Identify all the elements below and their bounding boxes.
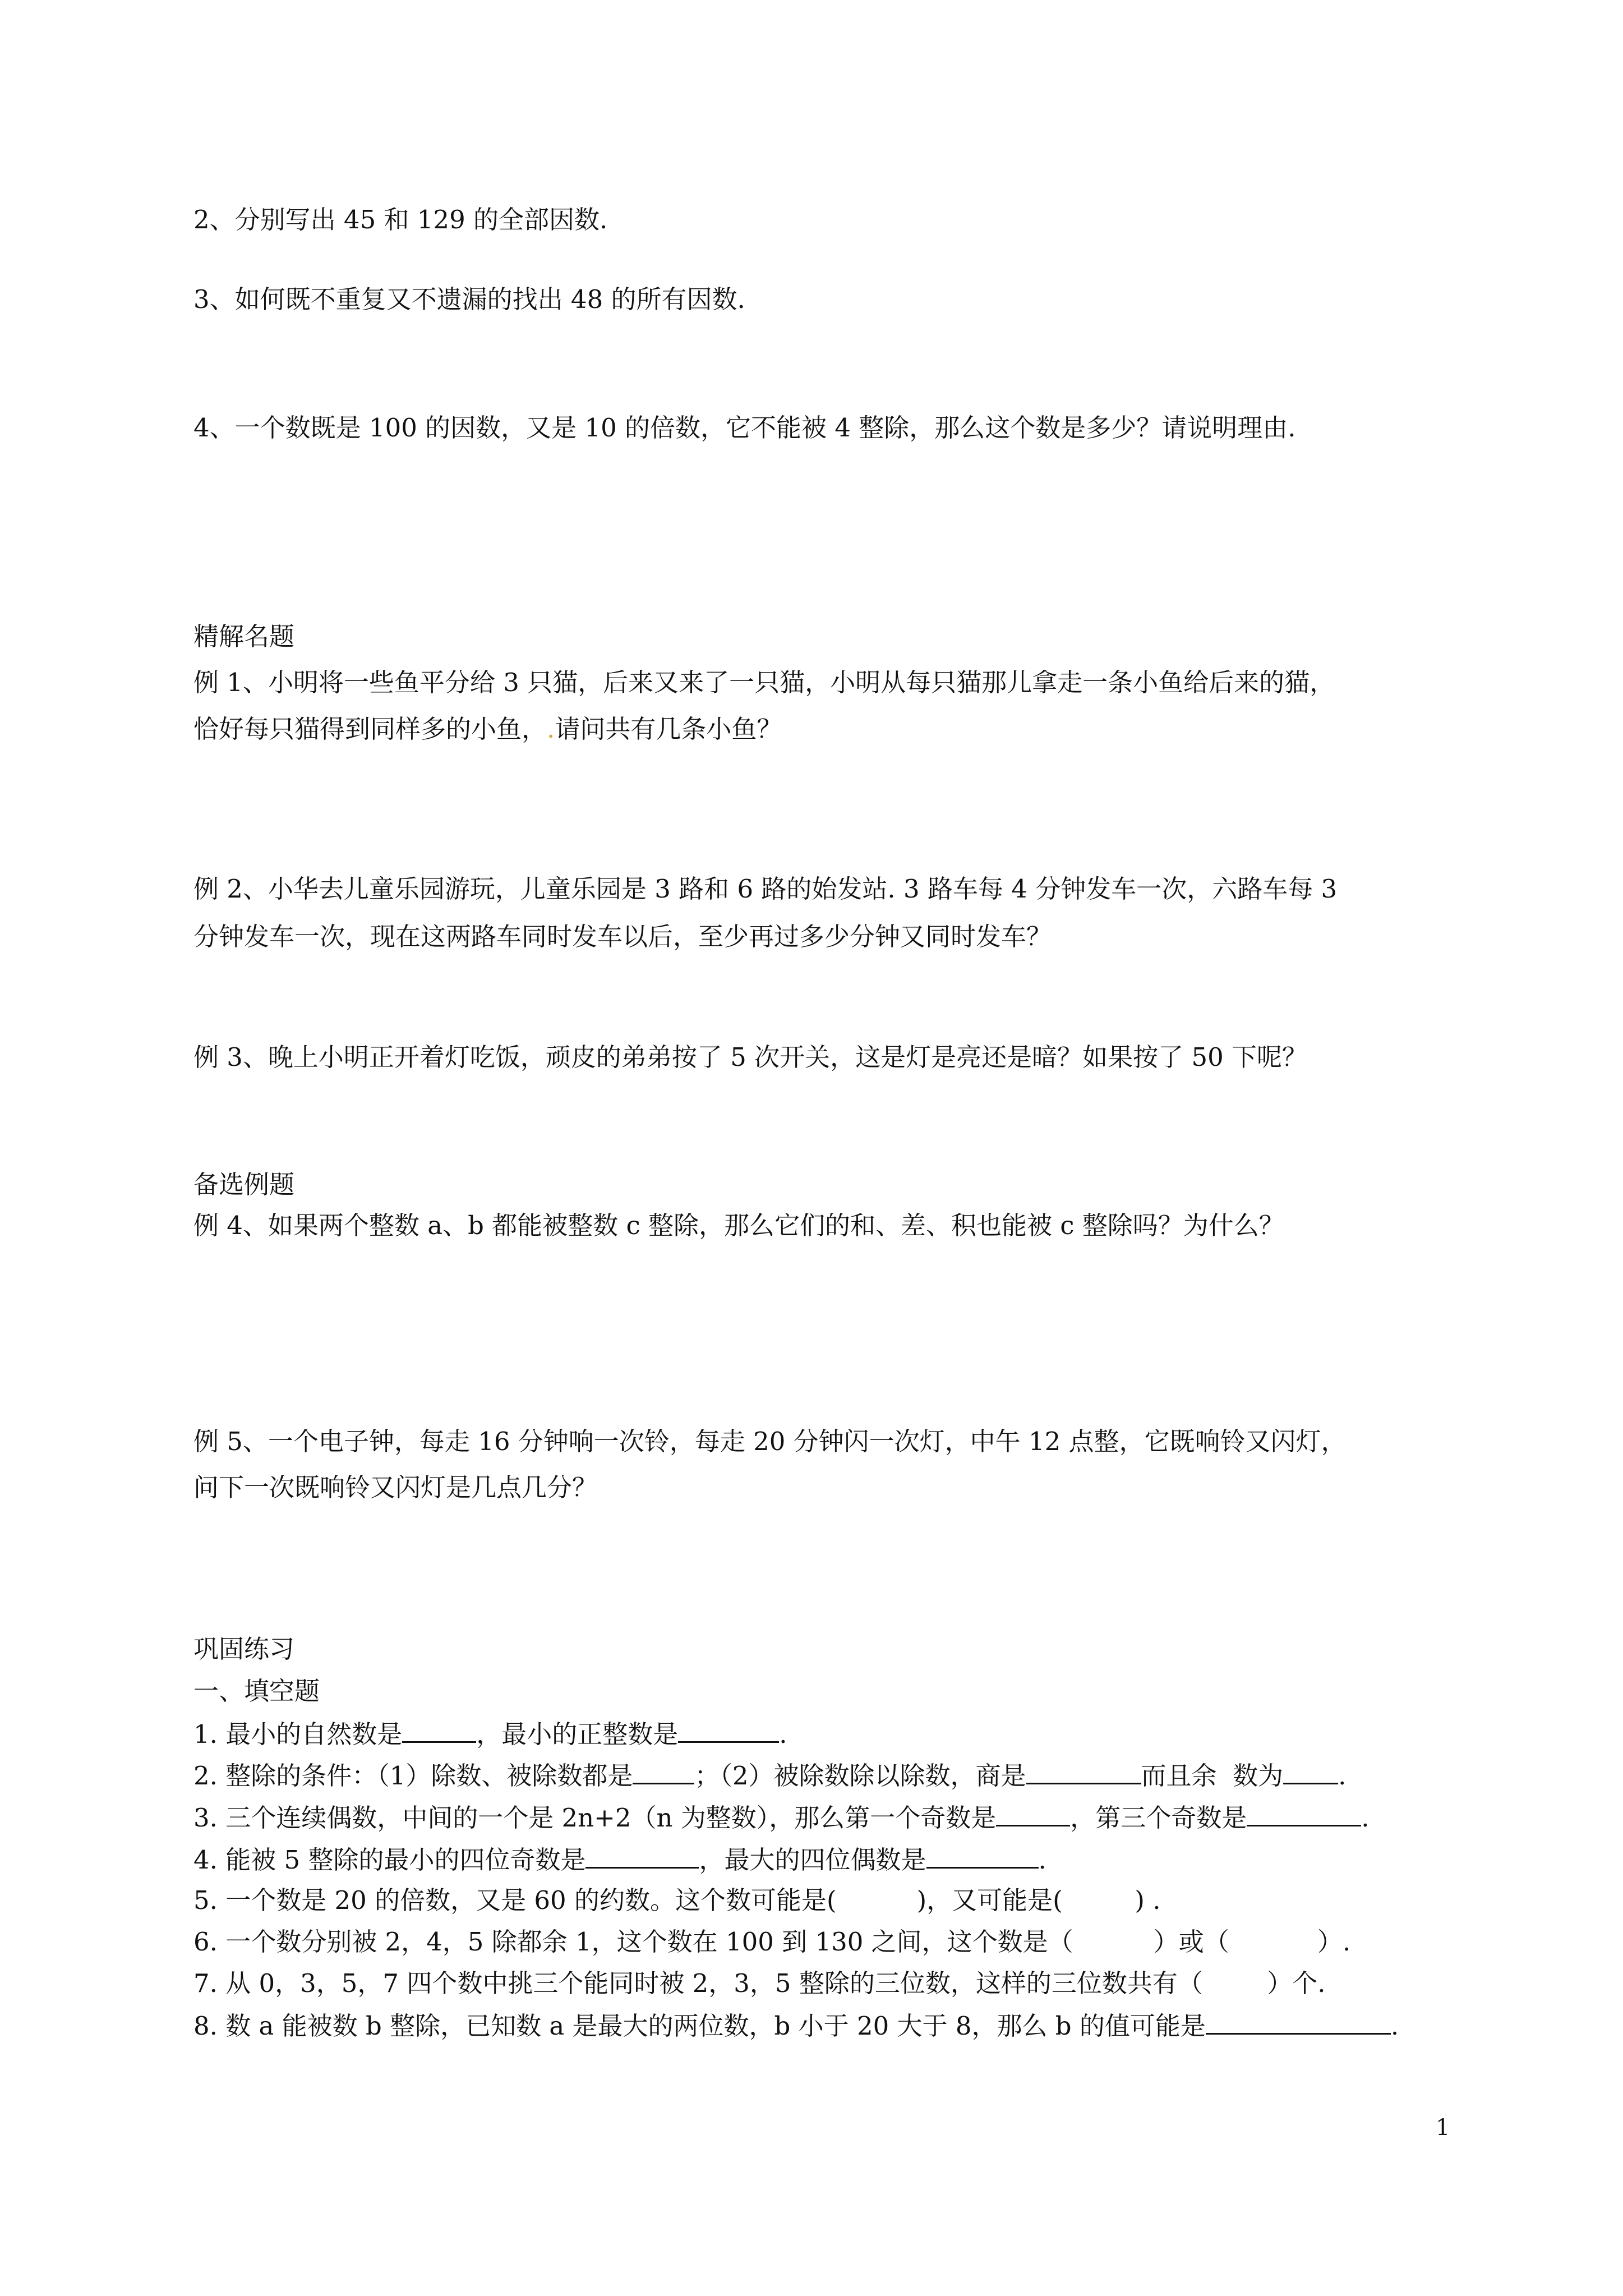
- fill-6: 6. 一个数分别被 2，4，5 除都余 1，这个数在 100 到 130 之间，这个数是（ ）或（ ）.: [193, 1927, 1351, 1957]
- answer-blank[interactable]: [585, 1842, 699, 1869]
- example-4: 例 4、如果两个整数 a、b 都能被整数 c 整除，那么它们的和、差、积也能被 c 整除吗？为什么？: [193, 1211, 1284, 1240]
- fill-7: 7. 从 0，3，5，7 四个数中挑三个能同时被 2，3，5 整除的三位数，这样的三位数共有（ ）个.: [193, 1968, 1326, 1998]
- example-3: 例 3、晚上小明正开着灯吃饭，顽皮的弟弟按了 5 次开关，这是灯是亮还是暗？如果按了 50 下呢？: [193, 1042, 1308, 1072]
- section-heading-gonggu: 巩固练习: [193, 1634, 295, 1664]
- answer-blank[interactable]: [1283, 1758, 1338, 1784]
- section-heading-beixuan: 备选例题: [193, 1170, 295, 1199]
- fill-1: 1. 最小的自然数是 ，最小的正整数是 .: [193, 1717, 787, 1751]
- question-2: 2、分别写出 45 和 129 的全部因数.: [193, 205, 608, 234]
- fill-4: 4. 能被 5 整除的最小的四位奇数是 ，最大的四位偶数是 .: [193, 1842, 1046, 1877]
- example-5-line-2: 问下一次既响铃又闪灯是几点几分？: [193, 1473, 598, 1502]
- fill-3: 3. 三个连续偶数，中间的一个是 2n+2（n 为整数），那么第一个奇数是 ，第三个奇数是 .: [193, 1800, 1370, 1835]
- question-4: 4、一个数既是 100 的因数，又是 10 的倍数，它不能被 4 整除，那么这个数是多少？请说明理由.: [193, 413, 1296, 443]
- stray-dot: .: [547, 714, 555, 744]
- answer-blank[interactable]: [1247, 1800, 1361, 1826]
- question-3: 3、如何既不重复又不遗漏的找出 48 的所有因数.: [193, 284, 745, 314]
- section-heading-tiankong: 一、填空题: [193, 1676, 320, 1706]
- example-1-line-2: 恰好每只猫得到同样多的小鱼，.请问共有几条小鱼？: [193, 714, 782, 744]
- example-5-line-1: 例 5、一个电子钟，每走 16 分钟响一次铃，每走 20 分钟闪一次灯，中午 12 点整，它既响铃又闪灯，: [193, 1427, 1347, 1456]
- answer-blank[interactable]: [1206, 2008, 1391, 2035]
- example-2-line-2: 分钟发车一次，现在这两路车同时发车以后，至少再过多少分钟又同时发车？: [193, 922, 1052, 951]
- answer-blank[interactable]: [1026, 1758, 1141, 1784]
- fill-2: 2. 整除的条件：（1）除数、被除数都是 ；（2）被除数除以除数，商是 而且余 数为 .: [193, 1758, 1346, 1793]
- answer-blank[interactable]: [402, 1717, 476, 1743]
- section-heading-jingjie: 精解名题: [193, 622, 295, 651]
- example-1-line-1: 例 1、小明将一些鱼平分给 3 只猫，后来又来了一只猫，小明从每只猫那儿拿走一条小鱼给后来的猫，: [193, 668, 1335, 697]
- answer-blank[interactable]: [926, 1842, 1039, 1869]
- fill-8: 8. 数 a 能被数 b 整除，已知数 a 是最大的两位数，b 小于 20 大于 8，那么 b 的值可能是 .: [193, 2008, 1399, 2043]
- page-number: 1: [1436, 2115, 1450, 2141]
- example-2-line-1: 例 2、小华去儿童乐园游玩，儿童乐园是 3 路和 6 路的始发站. 3 路车每 4 分钟发车一次，六路车每 3: [193, 874, 1338, 904]
- answer-blank[interactable]: [996, 1800, 1070, 1826]
- answer-blank[interactable]: [678, 1717, 779, 1743]
- fill-5: 5. 一个数是 20 的倍数，又是 60 的约数。这个数可能是( )，又可能是( ) .: [193, 1885, 1161, 1915]
- answer-blank[interactable]: [633, 1758, 694, 1784]
